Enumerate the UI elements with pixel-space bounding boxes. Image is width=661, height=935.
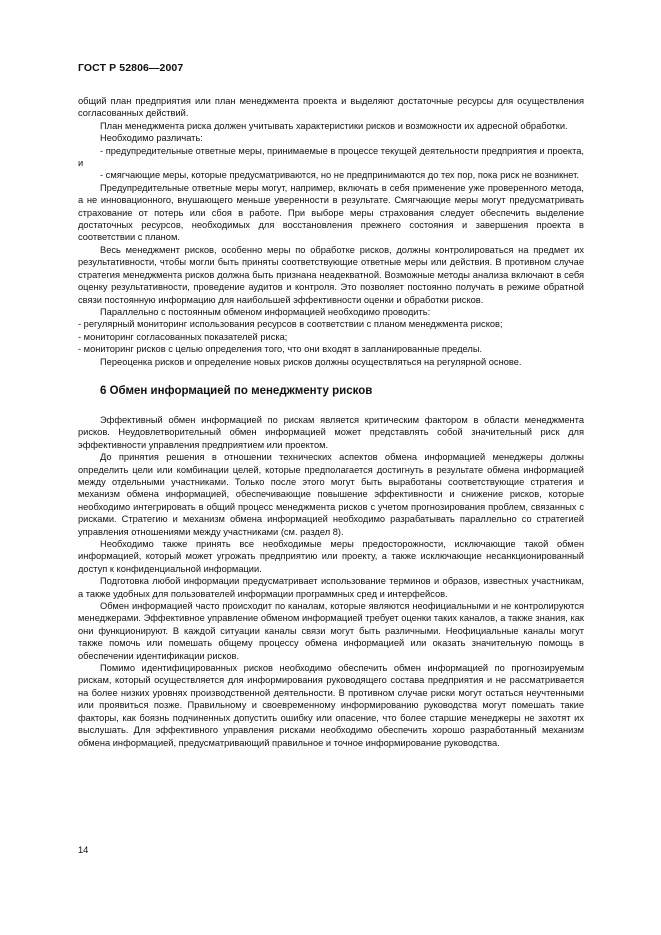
page-number: 14	[78, 845, 89, 855]
paragraph: Помимо идентифицированных рисков необходимо обеспечить обмен информацией по прогнозируемым рискам, который осуществляется для информирования руководящего состава предприятия и не рассматривается на более низких уровнях производственной деятельности. В противном случае риски могут остаться неучтенными или проявиться позже. Правильному и своевременному информированию руководства могут помешать такие факторы, как боязнь подчиненных допустить ошибку или опасение, что более старшие менеджеры не захотят их выслушать. Для эффективного управления рисками необходимо обеспечить хорошо разработанный механизм обмена информацией, предусматривающий правильное и точное информирование руководства.	[78, 663, 584, 748]
list-item: - предупредительные ответные меры, принимаемые в процессе текущей деятельности предприятия и проекта, и	[78, 145, 584, 169]
paragraph: План менеджмента риска должен учитывать характеристики рисков и возможности их адресной обработки.	[100, 120, 568, 131]
paragraph: Переоценка рисков и определение новых рисков должны осуществляться на регулярной основе.	[100, 356, 522, 367]
paragraph-continued: общий план предприятия или план менеджмента проекта и выделяют достаточные ресурсы для осуществления согласованных действий.	[78, 96, 584, 119]
list-item: - мониторинг рисков с целью определения того, что они входят в запланированные пределы.	[78, 344, 483, 355]
document-header: ГОСТ Р 52806—2007	[78, 62, 184, 74]
list-item: - смягчающие меры, которые предусматриваются, но не предпринимаются до тех пор, пока риск не возникнет.	[100, 170, 579, 181]
paragraph: До принятия решения в отношении технических аспектов обмена информацией менеджеры должны определить цели или комбинации целей, которые предполагается достигнуть в результате обмена информацией между отдельными участниками. Только после этого могут быть выработаны соответствующие стратегия и механизм обмена информацией, обеспечивающие повышение эффективности и снижение рисков, которые необходимо интегрировать в общий процесс менеджмента рисков с учетом прогнозирования проблем, связанных с рисками. Стратегию и механизм обмена информацией необходимо разрабатывать параллельно со стратегией управления отношениями между участниками (см. раздел 8).	[78, 452, 584, 537]
section-title: 6 Обмен информацией по менеджменту рисков	[100, 384, 373, 397]
paragraph: Весь менеджмент рисков, особенно меры по обработке рисков, должны контролироваться на предмет их результативности, чтобы могли быть приняты соответствующие ответные меры или действия. В противном случае стратегия менеджмента рисков должна быть признана неадекватной. Возможные методы анализа включают в себя оценку результативности, проведение аудитов и контроля. Это позволяет постоянно получать в режиме обратной связи постоянную информацию для наибольшей эффективности оценки и обработки рисков.	[78, 244, 584, 305]
paragraph: Обмен информацией часто происходит по каналам, которые являются неофициальными и не контролируются менеджерами. Эффективное управление обменом информацией требует оценки таких каналов, а также знания, как они функционируют. В каждой ситуации каналы связи могут быть различными. Неофициальные каналы могут также помочь или помешать общему процессу обмена информацией или оказать значительную помощь в обеспечении идентификации рисков.	[78, 601, 584, 661]
paragraph: Эффективный обмен информацией по рискам является критическим фактором в области менеджмента рисков. Неудовлетворительный обмен информацией может представлять собой значительный риск для эффективности управления предприятием или проектом.	[78, 414, 584, 450]
paragraph: Подготовка любой информации предусматривает использование терминов и образов, известных участникам, а также удобных для пользователей информации программных сред и интерфейсов.	[78, 576, 584, 599]
paragraph: Параллельно с постоянным обменом информацией необходимо проводить:	[100, 306, 431, 317]
page-body	[78, 95, 584, 749]
paragraph: Необходимо различать:	[100, 133, 203, 144]
list-item: - мониторинг согласованных показателей риска;	[78, 331, 288, 342]
list-item: - регулярный мониторинг использования ресурсов в соответствии с планом менеджмента рисков;	[78, 319, 503, 330]
paragraph: Необходимо также принять все необходимые меры предосторожности, исключающие такой обмен информацией, который может угрожать предприятию или проекту, а также исключающие несанкционированный доступ к конфиденциальной информации.	[78, 539, 584, 574]
paragraph: Предупредительные ответные меры могут, например, включать в себя применение уже проверенного метода, а не инновационного, внушающего меньше уверенности в результате. Смягчающие меры могут предусматривать страхование от потерь или сбоя в работе. При выборе меры страхования следует обеспечить выделение достаточных ресурсов, необходимых для восстановления прежнего состояния и завершения проекта в соответствии с планом.	[78, 182, 584, 243]
